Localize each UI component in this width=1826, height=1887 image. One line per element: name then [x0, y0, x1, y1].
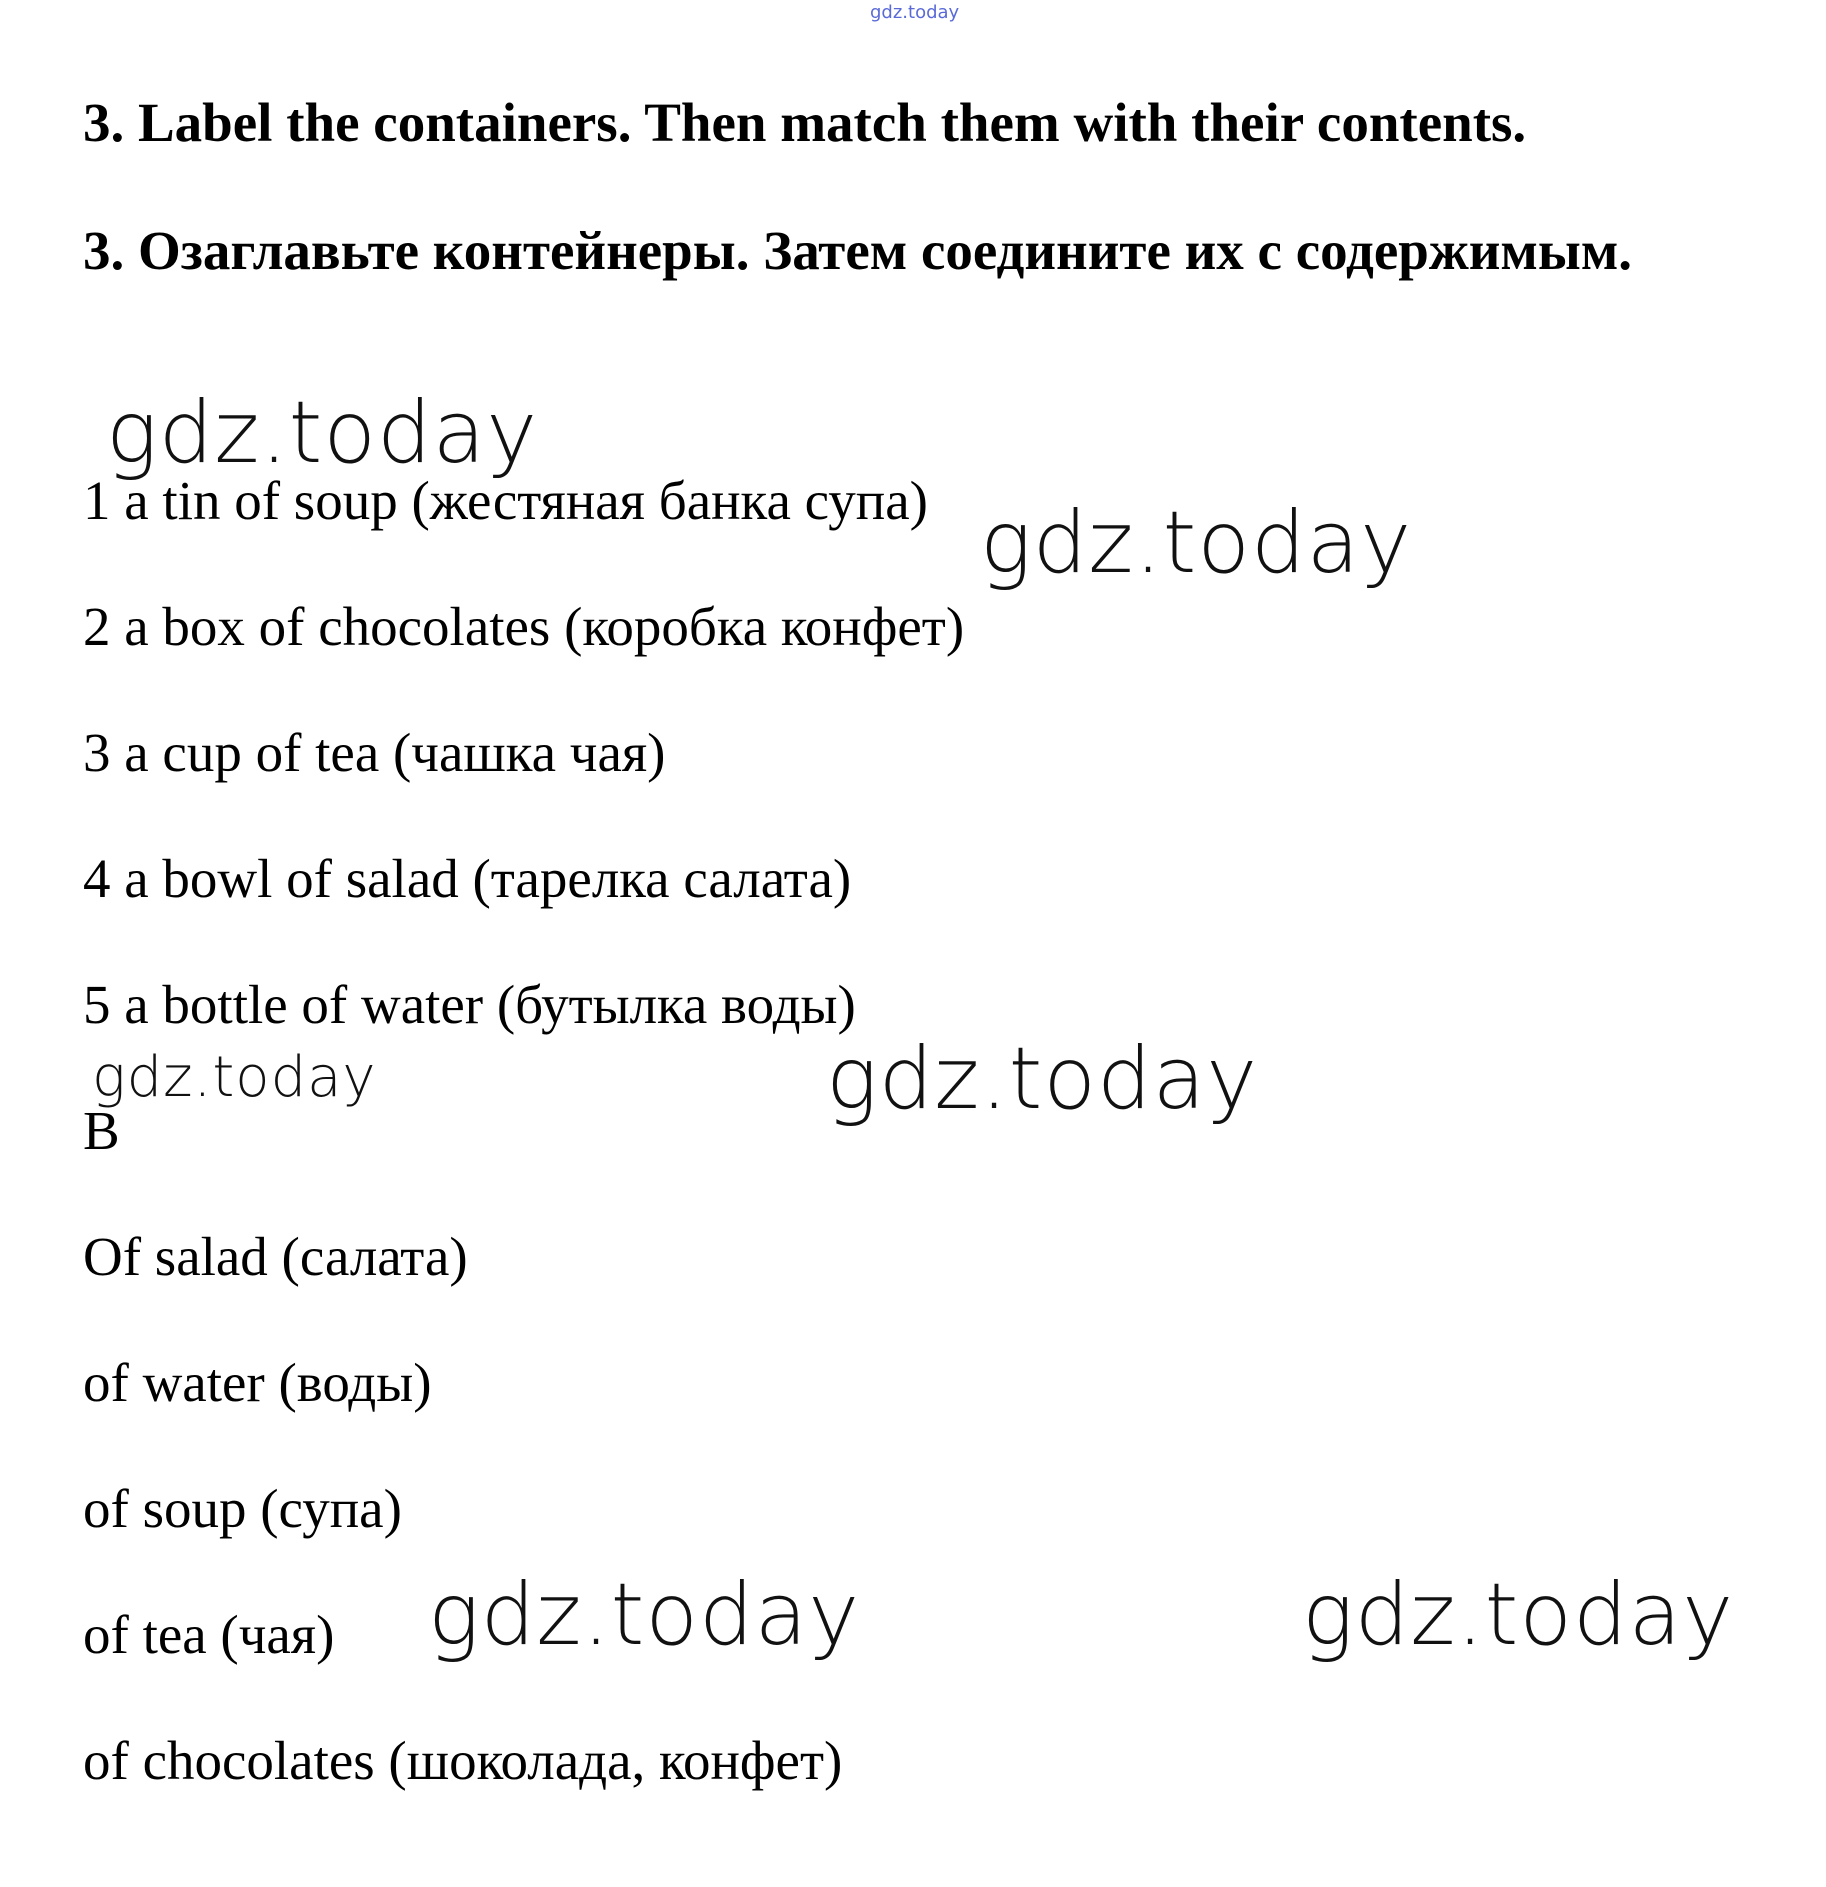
contents-line-3: of soup (супа): [83, 1478, 402, 1539]
watermark: gdz.today: [106, 383, 539, 483]
answer-line-4: 4 a bowl of salad (тарелка салата): [83, 848, 852, 909]
watermark: gdz.today: [826, 1029, 1259, 1129]
watermark: gdz.today: [980, 493, 1413, 593]
watermark: gdz.today: [1302, 1565, 1735, 1665]
task-title-english: 3. Label the containers. Then match them with their contents.: [83, 92, 1527, 153]
watermark: gdz.today: [428, 1565, 861, 1665]
answer-line-2: 2 a box of chocolates (коробка конфет): [83, 596, 965, 657]
answer-line-1: 1 a tin of soup (жестяная банка супа): [83, 470, 928, 531]
top-watermark: gdz.today: [870, 2, 960, 23]
watermark: gdz.today: [92, 1045, 377, 1110]
section-b-label: B: [83, 1100, 120, 1161]
contents-line-2: of water (воды): [83, 1352, 432, 1413]
answer-line-5: 5 a bottle of water (бутылка воды): [83, 974, 856, 1035]
task-title-russian: 3. Озаглавьте контейнеры. Затем соедините их с содержимым.: [83, 220, 1633, 281]
contents-line-1: Of salad (салата): [83, 1226, 468, 1287]
answer-line-3: 3 a cup of tea (чашка чая): [83, 722, 666, 783]
contents-line-5: of chocolates (шоколада, конфет): [83, 1730, 843, 1791]
contents-line-4: of tea (чая): [83, 1604, 335, 1665]
